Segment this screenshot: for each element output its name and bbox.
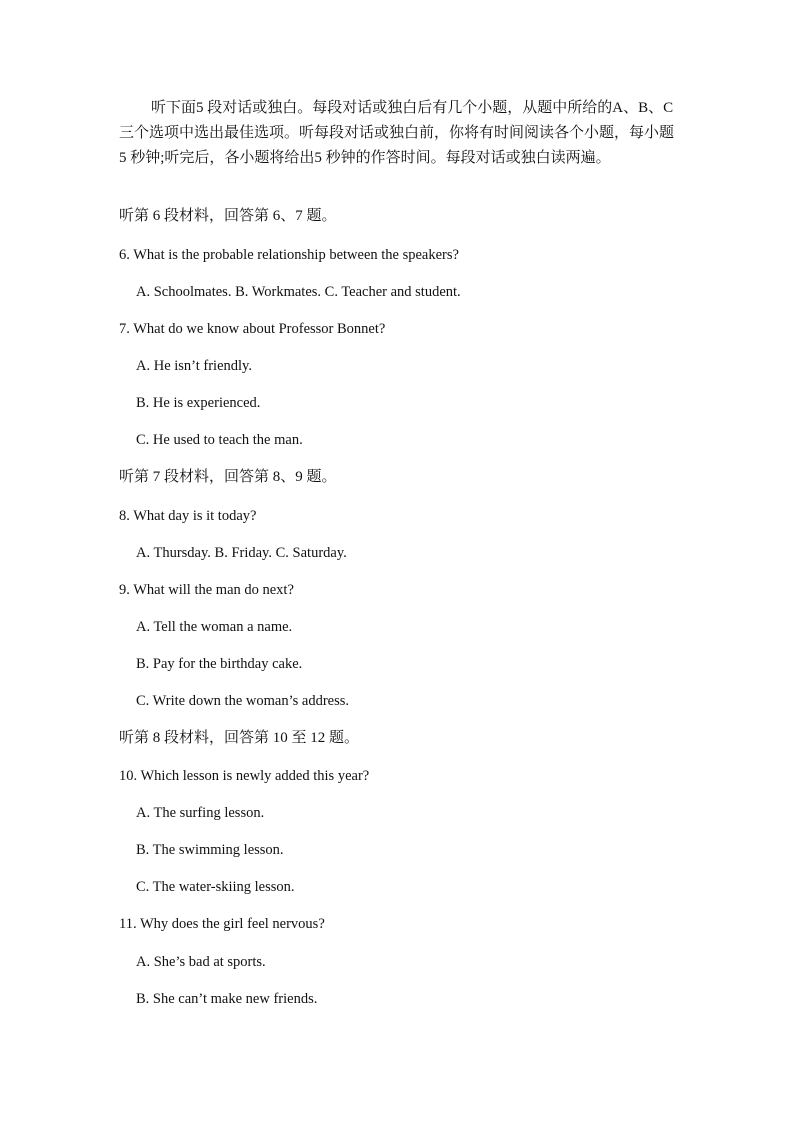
- question-11: 11. Why does the girl feel nervous?: [119, 916, 325, 932]
- question-9-option-c: C. Write down the woman’s address.: [136, 693, 349, 709]
- question-10-option-b: B. The swimming lesson.: [136, 842, 284, 858]
- question-8: 8. What day is it today?: [119, 508, 257, 524]
- question-9-option-b: B. Pay for the birthday cake.: [136, 656, 303, 672]
- question-6-options: A. Schoolmates. B. Workmates. C. Teacher and student.: [136, 284, 461, 300]
- question-7-option-c: C. He used to teach the man.: [136, 432, 303, 448]
- question-7-option-b: B. He is experienced.: [136, 395, 261, 411]
- section-heading: 听第 8 段材料，回答第 10 至 12 题。: [119, 730, 360, 746]
- question-11-option-b: B. She can’t make new friends.: [136, 991, 318, 1007]
- question-7: 7. What do we know about Professor Bonnet?: [119, 321, 386, 337]
- instructions-paragraph: 听下面5 段对话或独白。每段对话或独白后有几个小题，从题中所给的A、B、C 三个选项中选出最佳选项。听每段对话或独白前，你将有时间阅读各个小题，每小题5 秒钟;听完后，各小题将给出5 秒钟的作答时间。每段对话或独白读两遍。: [119, 100, 675, 166]
- question-8-options: A. Thursday. B. Friday. C. Saturday.: [136, 545, 347, 561]
- question-6: 6. What is the probable relationship between the speakers?: [119, 247, 459, 263]
- question-10-option-c: C. The water-skiing lesson.: [136, 879, 295, 895]
- question-11-option-a: A. She’s bad at sports.: [136, 954, 266, 970]
- question-10: 10. Which lesson is newly added this year?: [119, 768, 370, 784]
- section-heading: 听第 7 段材料，回答第 8、9 题。: [119, 469, 337, 485]
- question-9-option-a: A. Tell the woman a name.: [136, 619, 293, 635]
- section-heading: 听第 6 段材料，回答第 6、7 题。: [119, 208, 337, 224]
- question-10-option-a: A. The surfing lesson.: [136, 805, 265, 821]
- question-7-option-a: A. He isn’t friendly.: [136, 358, 252, 374]
- question-9: 9. What will the man do next?: [119, 582, 294, 598]
